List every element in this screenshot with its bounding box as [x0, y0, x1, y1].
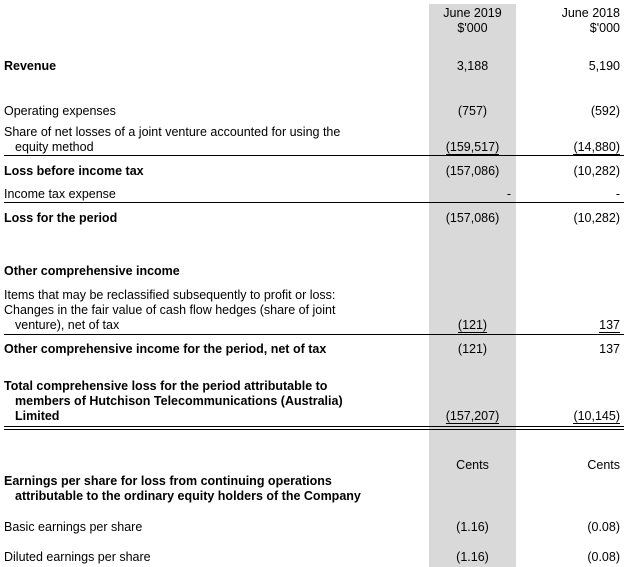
current-year-column-shading [429, 4, 516, 567]
total-comprehensive-2018: (10,145) [573, 409, 620, 423]
eps-unit-2019: Cents [456, 458, 489, 472]
col-2019-title: June 2019 [443, 6, 502, 20]
rule-under-total-1 [4, 426, 624, 427]
revenue-2018: 5,190 [588, 59, 620, 73]
rule-above-loss-for-period [4, 202, 624, 203]
eps-unit-2018: Cents [587, 458, 620, 472]
diluted-eps-2019: (1.16) [456, 550, 489, 564]
revenue-label: Revenue [4, 59, 57, 73]
share-jv-label-line1: Share of net losses of a joint venture accounted for using the [4, 125, 341, 139]
income-tax-label: Income tax expense [4, 187, 116, 201]
share-jv-label-line2: equity method [15, 140, 94, 154]
share-jv-2018: (14,880) [573, 140, 620, 154]
income-tax-2019: - [506, 187, 511, 201]
opex-2019: (757) [457, 104, 488, 118]
cash-flow-hedges-2018: 137 [599, 318, 620, 332]
total-comprehensive-label-line1: Total comprehensive loss for the period attributable to [4, 379, 328, 393]
loss-period-label: Loss for the period [4, 211, 118, 225]
eps-heading-line2: attributable to the ordinary equity holders of the Company [15, 489, 361, 503]
col-2018-unit: $'000 [589, 21, 620, 35]
rule-under-total-2 [4, 429, 624, 430]
total-comprehensive-label-line3: Limited [15, 409, 60, 423]
col-2018-title: June 2018 [561, 6, 620, 20]
basic-eps-label: Basic earnings per share [4, 520, 143, 534]
loss-period-2019: (157,086) [445, 211, 500, 225]
eps-heading-line1: Earnings per share for loss from continuing operations [4, 474, 332, 488]
diluted-eps-label: Diluted earnings per share [4, 550, 151, 564]
oci-total-label: Other comprehensive income for the period, net of tax [4, 342, 327, 356]
revenue-2019: 3,188 [456, 59, 489, 73]
cash-flow-hedges-label-line1: Changes in the fair value of cash flow hedges (share of joint [4, 303, 336, 317]
loss-period-2018: (10,282) [573, 211, 620, 225]
basic-eps-2018: (0.08) [587, 520, 620, 534]
oci-heading: Other comprehensive income [4, 264, 180, 278]
total-comprehensive-label-line2: members of Hutchison Telecommunications (Australia) [15, 394, 343, 408]
col-2019-unit: $'000 [457, 21, 488, 35]
rule-above-loss-before-tax [4, 155, 624, 156]
oci-total-2019: (121) [457, 342, 488, 356]
diluted-eps-2018: (0.08) [587, 550, 620, 564]
total-comprehensive-2019: (157,207) [445, 409, 500, 423]
opex-label: Operating expenses [4, 104, 116, 118]
income-tax-2018: - [615, 187, 620, 201]
basic-eps-2019: (1.16) [456, 520, 489, 534]
rule-above-oci-total [4, 334, 624, 335]
oci-total-2018: 137 [599, 342, 620, 356]
opex-2018: (592) [590, 104, 620, 118]
loss-before-tax-2018: (10,282) [573, 164, 620, 178]
items-reclass-label: Items that may be reclassified subsequently to profit or loss: [4, 288, 336, 302]
loss-before-tax-2019: (157,086) [445, 164, 500, 178]
loss-before-tax-label: Loss before income tax [4, 164, 144, 178]
cash-flow-hedges-2019: (121) [457, 318, 488, 332]
share-jv-2019: (159,517) [445, 140, 500, 154]
cash-flow-hedges-label-line2: venture), net of tax [15, 318, 120, 332]
